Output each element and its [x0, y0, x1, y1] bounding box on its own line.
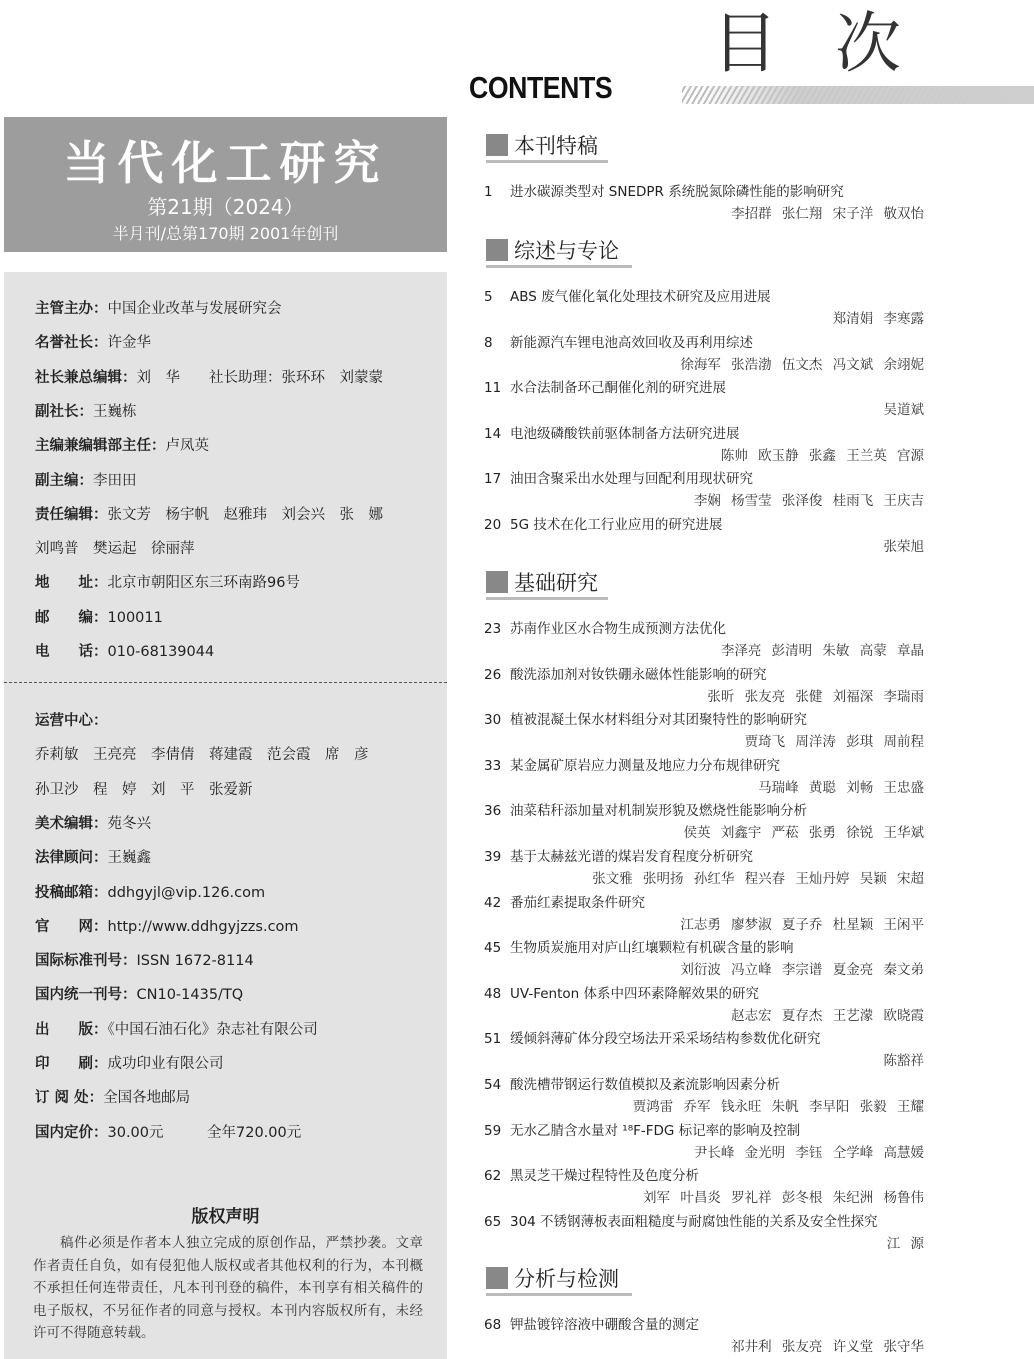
article-title: 缓倾斜薄矿体分段空场法开采采场结构参数优化研究: [510, 1031, 821, 1048]
article-authors: 李娴 杨雪莹 张泽俊 桂雨飞 王庆吉: [693, 493, 924, 510]
staff-key: 电 话：: [35, 644, 108, 660]
article-title: 生物质炭施用对庐山红壤颗粒有机碳含量的影响: [510, 940, 794, 957]
section-marker: [486, 134, 508, 156]
article-title-line: [484, 1164, 699, 1184]
article-authors: 尹长峰 金光明 李钰 仝学峰 高慧媛: [693, 1144, 924, 1161]
article-page: 1: [484, 184, 493, 200]
article-page: 20: [484, 517, 502, 533]
section-underline: [486, 597, 608, 600]
staff-row: [35, 366, 383, 387]
article-title-line: [484, 1027, 821, 1047]
section-underline: [486, 160, 608, 163]
staff-key: 主编兼编辑部主任：: [35, 438, 166, 455]
article-page: 54: [484, 1077, 502, 1093]
article-title-line: [484, 1210, 878, 1230]
ops-key: 出 版：: [35, 1021, 108, 1038]
ops-value: 《中国石油石化》杂志社有限公司: [107, 1021, 318, 1038]
section-underline: [486, 265, 632, 268]
article-page: 39: [484, 849, 502, 865]
ops-value: 乔莉敏 王亮亮 李倩倩 蒋建霞 范会霞 席 彦: [35, 747, 369, 764]
article-page: 36: [484, 803, 502, 820]
ops-key: 国内统一刊号：: [35, 987, 137, 1004]
staff-row: [35, 331, 151, 352]
article-title-line: [484, 513, 722, 533]
article-authors: 刘军 叶昌炎 罗礼祥 彭冬根 朱纪洲 杨鲁伟: [643, 1190, 924, 1207]
article-page: 14: [484, 425, 502, 442]
section-title: 本刊特稿: [514, 134, 598, 158]
staff-key: 责任编辑：: [35, 506, 108, 523]
article-title: 基于太赫兹光谱的煤岩发育程度分析研究: [510, 849, 753, 865]
article-title-line: [484, 936, 794, 956]
header-stripe-fade: [700, 86, 1034, 104]
article-page: 68: [484, 1317, 502, 1333]
ops-key: 订 阅 处：: [35, 1090, 104, 1107]
ops-value: 30.00元 全年720.00元: [107, 1124, 302, 1141]
article-authors: 李招群 张仁翔 宋子洋 敬双怡: [731, 206, 924, 222]
section-marker: [486, 571, 508, 593]
ops-value: 全国各地邮局: [103, 1090, 191, 1107]
ops-key: 国际标准刊号：: [35, 953, 137, 970]
article-title-line: [484, 754, 780, 774]
article-authors: 吴道斌: [883, 402, 924, 419]
staff-key: 副主编：: [35, 472, 93, 489]
ops-value: ddhgyjl@vip.126.com: [107, 884, 266, 901]
ops-value: ISSN 1672-8114: [136, 953, 254, 970]
ops-row: [35, 812, 151, 833]
ops-row: [35, 846, 151, 867]
article-authors: 徐海军 张浩渤 伍文杰 冯文斌 余翊妮: [680, 356, 924, 373]
article-title: 酸洗添加剂对钕铁硼永磁体性能影响的研究: [510, 666, 767, 683]
article-page: 33: [484, 757, 502, 774]
staff-key: 社长兼总编辑：: [35, 369, 137, 386]
ops-row: [35, 1052, 224, 1073]
article-title-line: [484, 617, 726, 637]
article-authors: 李泽亮 彭清明 朱敏 高蒙 章晶: [720, 643, 924, 659]
article-title: 酸洗槽带钢运行数值模拟及紊流影响因素分析: [510, 1077, 780, 1093]
ops-row: [35, 983, 243, 1004]
ops-row: [35, 949, 254, 970]
article-title: 黑灵芝干燥过程特性及色度分析: [510, 1168, 699, 1185]
staff-row: [35, 503, 383, 524]
staff-key: 邮 编：: [35, 609, 108, 626]
ops-key: 官 网：: [35, 918, 108, 935]
article-authors: 陈帅 欧玉静 张鑫 王兰英 宫源: [720, 447, 924, 464]
article-title-line: [484, 891, 645, 911]
magazine-title: 当代化工研究: [63, 136, 388, 190]
article-title: 番茄红素提取条件研究: [510, 894, 645, 911]
staff-value: 张文芳 杨宇帆 赵雅玮 刘会兴 张 娜: [107, 506, 383, 523]
staff-value: 许金华: [107, 335, 151, 352]
article-title-line: [484, 467, 753, 487]
article-page: 42: [484, 894, 502, 911]
article-page: 45: [484, 940, 502, 957]
article-authors: 刘衍波 冯立峰 李宗谱 夏金亮 秦文弟: [680, 962, 924, 979]
staff-row: [35, 571, 300, 592]
ops-row: [35, 743, 369, 764]
staff-key: 副社长：: [35, 403, 93, 420]
issue-subtitle: 半月刊/总第170期 2001年创刊: [112, 224, 339, 243]
article-title-line: [484, 799, 807, 819]
article-title-line: [484, 663, 767, 683]
article-authors: 祁井利 张友亮 许义堂 张守华: [731, 1339, 924, 1355]
article-page: 59: [484, 1122, 502, 1139]
article-title: UV-Fenton 体系中四环素降解效果的研究: [510, 985, 759, 1002]
article-title: 无水乙腈含水量对 ¹⁸F-FDG 标记率的影响及控制: [510, 1122, 801, 1139]
article-title-line: [484, 845, 753, 865]
article-title-line: [484, 285, 771, 305]
article-title: ABS 废气催化氧化处理技术研究及应用进展: [510, 289, 771, 305]
ops-row: [35, 709, 108, 730]
article-authors: 郑清娟 李寒露: [832, 311, 924, 327]
article-authors: 张昕 张友亮 张健 刘福深 李瑞雨: [707, 688, 924, 705]
staff-value: 北京市朝阳区东三环南路96号: [107, 575, 300, 592]
article-title: 某金属矿原岩应力测量及地应力分布规律研究: [510, 757, 780, 774]
section-marker: [486, 1267, 508, 1289]
issue-number: 第21期（2024）: [147, 195, 304, 219]
ops-value: http://www.ddhgyjzzs.com: [107, 918, 299, 935]
article-authors: 赵志宏 夏存杰 王艺濛 欧晓霞: [731, 1007, 924, 1024]
article-page: 5: [484, 289, 493, 305]
article-title-line: [484, 982, 759, 1002]
staff-row: [35, 297, 282, 318]
staff-value: 刘鸣普 樊运起 徐丽萍: [35, 541, 195, 558]
staff-value: 010-68139044: [107, 644, 215, 660]
ops-row: [35, 1121, 301, 1142]
article-authors: 张荣旭: [883, 539, 924, 555]
contents-heading: CONTENTS: [469, 70, 613, 105]
article-title-line: [484, 1313, 699, 1333]
article-page: 48: [484, 985, 502, 1002]
article-authors: 贾琦飞 周洋涛 彭琪 周前程: [744, 734, 924, 751]
article-title-line: [484, 331, 753, 351]
ops-key: 投稿邮箱：: [35, 884, 108, 901]
article-page: 62: [484, 1168, 502, 1185]
article-title: 油菜秸秆添加量对机制炭形貌及燃烧性能影响分析: [510, 803, 807, 820]
staff-value: 李田田: [93, 472, 137, 489]
article-title-line: [484, 376, 726, 396]
staff-row: [35, 400, 137, 421]
article-title: 苏南作业区水合物生成预测方法优化: [510, 621, 726, 637]
article-title-line: [484, 708, 807, 728]
staff-value: 刘 华 社长助理：张环环 刘蒙蒙: [136, 369, 383, 386]
editorial-info-box: [4, 272, 447, 1359]
ops-row: [35, 1018, 318, 1039]
ops-row: [35, 1086, 190, 1107]
staff-value: 卢凤英: [165, 438, 209, 455]
article-title: 新能源汽车锂电池高效回收及再利用综述: [510, 334, 753, 351]
article-title: 水合法制备环己酮催化剂的研究进展: [510, 380, 726, 397]
article-title: 植被混凝土保水材料组分对其团聚特性的影响研究: [510, 712, 807, 729]
article-authors: 贾鸿雷 乔军 钱永旺 朱帆 李早阳 张毅 王耀: [632, 1099, 924, 1115]
mulu-heading: 目 次: [712, 5, 919, 82]
ops-key: 印 刷：: [35, 1056, 108, 1072]
staff-key: 名誉社长：: [35, 335, 108, 352]
section-marker: [486, 239, 508, 261]
article-page: 8: [484, 334, 493, 351]
article-authors: 陈豁祥: [883, 1053, 924, 1070]
copyright-title: 版权声明: [191, 1207, 260, 1227]
ops-value: CN10-1435/TQ: [136, 987, 244, 1004]
section-title: 基础研究: [514, 571, 598, 595]
ops-key: 法律顾问：: [35, 850, 108, 867]
article-authors: 马瑞峰 黄聪 刘畅 王忠盛: [758, 779, 924, 796]
article-title: 油田含聚采出水处理与回配利用现状研究: [510, 471, 753, 488]
article-page: 65: [484, 1213, 502, 1230]
article-title-line: [484, 422, 740, 442]
staff-row: [35, 434, 209, 455]
ops-row: [35, 915, 299, 936]
ops-value: 孙卫沙 程 婷 刘 平 张爱新: [35, 781, 253, 798]
article-title: 304 不锈钢薄板表面粗糙度与耐腐蚀性能的关系及安全性探究: [510, 1213, 878, 1230]
ops-value: 王巍鑫: [107, 850, 151, 867]
staff-value: 王巍栋: [93, 403, 137, 420]
section-title: 分析与检测: [514, 1267, 619, 1291]
article-title: 进水碳源类型对 SNEDPR 系统脱氮除磷性能的影响研究: [510, 184, 844, 200]
staff-row: [35, 469, 137, 490]
article-title-line: [484, 1073, 780, 1093]
article-page: 30: [484, 712, 502, 729]
ops-key: 运营中心：: [35, 713, 108, 729]
article-title-line: [484, 180, 844, 200]
article-page: 51: [484, 1031, 502, 1048]
article-page: 23: [484, 621, 502, 637]
staff-key: 地 址：: [35, 575, 108, 592]
section-underline: [486, 1293, 632, 1296]
article-authors: 江 源: [886, 1235, 924, 1252]
ops-value: 苑冬兴: [107, 815, 151, 832]
copyright-text: 稿件必须是作者本人独立完成的原创作品，严禁抄袭。文章作者责任自负，如有侵犯他人版权或者其他权利的行为，本刊概不承担任何连带责任，凡本刊刊登的稿件，本刊享有相关稿件的电子版权，不另征作者的同意与授权。本刊内容版权所有，未经许可不得随意转载。: [33, 1235, 423, 1341]
ops-row: [35, 881, 265, 902]
masthead: [4, 117, 447, 252]
article-title: 5G 技术在化工行业应用的研究进展: [510, 517, 723, 533]
article-title: 电池级磷酸铁前驱体制备方法研究进展: [510, 425, 740, 442]
section-title: 综述与专论: [514, 239, 619, 263]
staff-row: [35, 606, 163, 627]
staff-value: 100011: [107, 609, 163, 626]
dashed-divider: [4, 682, 447, 683]
staff-value: 中国企业改革与发展研究会: [107, 301, 282, 317]
staff-row: [35, 640, 214, 661]
article-title-line: [484, 1119, 800, 1139]
article-page: 11: [484, 380, 502, 397]
article-page: 17: [484, 471, 502, 488]
article-authors: 江志勇 廖梦淑 夏子乔 杜星颖 王闲平: [680, 916, 924, 933]
article-title: 钾盐镀锌溶液中硼酸含量的测定: [510, 1317, 699, 1333]
staff-row: [35, 537, 195, 558]
ops-row: [35, 778, 253, 799]
article-authors: 侯英 刘鑫宇 严菘 张勇 徐锐 王华斌: [683, 825, 924, 842]
staff-key: 主管主办：: [35, 301, 108, 317]
ops-key: 国内定价：: [35, 1124, 108, 1141]
article-authors: 张文雅 张明扬 孙红华 程兴春 王灿丹婷 吴颖 宋超: [592, 871, 924, 887]
ops-key: 美术编辑：: [35, 815, 108, 832]
article-page: 26: [484, 666, 502, 683]
ops-value: 成功印业有限公司: [107, 1056, 224, 1072]
